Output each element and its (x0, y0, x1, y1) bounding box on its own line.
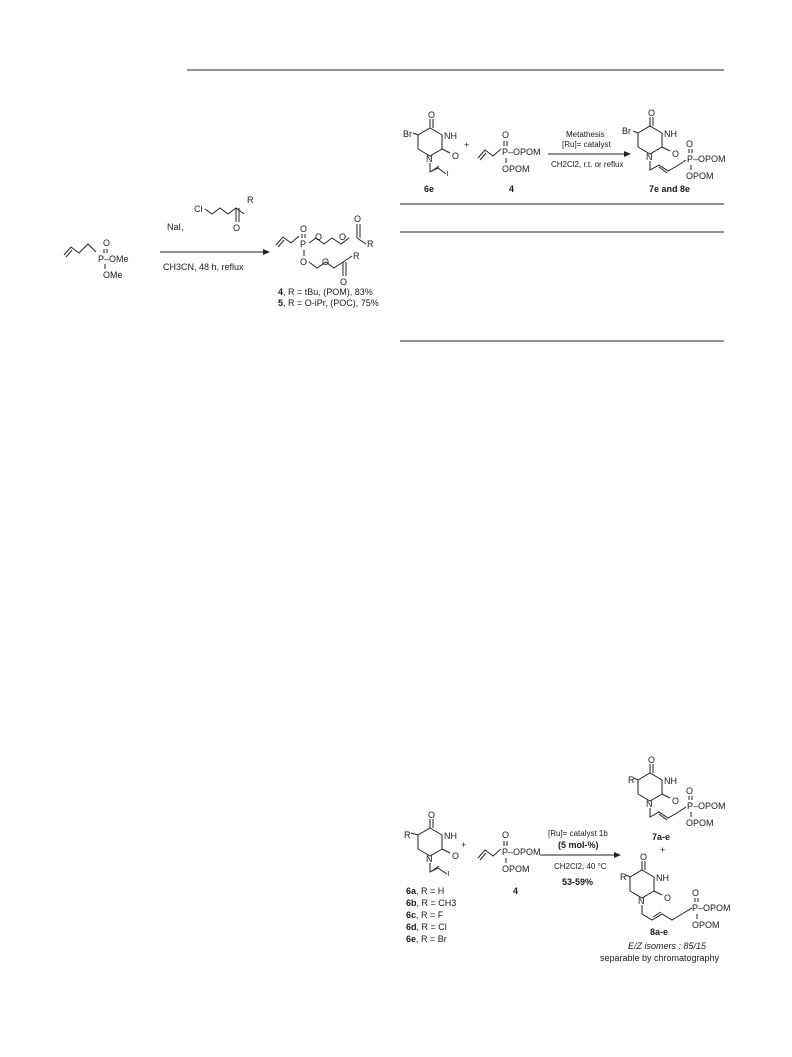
result-5-text: , R = O-iPr, (POC), 75% (283, 298, 379, 308)
sm-n-label: N (426, 154, 433, 164)
prod2-p-opom: P–OPOM (692, 903, 731, 913)
product-r1: R (367, 239, 374, 249)
scheme2-cond-1: [Ru]= catalyst 1b (548, 829, 608, 838)
sub-cmpd-2: 6c (406, 910, 417, 920)
table-arrowhead (624, 151, 631, 157)
reagent4-opom: OPOM (502, 164, 530, 174)
p8-o-p: O (692, 888, 700, 898)
p8-n: N (638, 896, 645, 906)
prod-8a-e-structure (620, 852, 731, 930)
sm2-n-label: N (426, 854, 433, 864)
p8-r: R (620, 872, 627, 882)
sm-wavy: ≀ (446, 169, 449, 178)
sm2-r-label: R (404, 830, 411, 840)
reagent4-p-opom: P–OPOM (502, 147, 541, 157)
scheme2-cond-4: 53-59% (562, 877, 594, 887)
sm2-nh-label: NH (444, 831, 457, 841)
scheme2-plus-2: + (660, 845, 666, 855)
reagent4-o: O (502, 130, 510, 140)
sub-text-1: , R = CH3 (416, 898, 457, 908)
sub-item-1 (406, 898, 456, 908)
product-o1: O (315, 232, 323, 242)
reagent-cl-label: Cl (194, 204, 203, 214)
p7-nh: NH (664, 776, 677, 786)
scheme2-note-2: separable by chromatography (600, 953, 720, 963)
product-o6: O (340, 277, 348, 287)
reagent-chloromethyl-ester (194, 195, 254, 233)
product-o-label: O (300, 224, 308, 234)
sub-text-0: , R = H (416, 886, 445, 896)
table-cond-2: [Ru]= catalyst (562, 140, 611, 149)
product-o5: O (322, 257, 330, 267)
p7-r: R (628, 775, 635, 785)
scheme2-reagent-4-label: 4 (513, 886, 519, 896)
prod-o-p: O (686, 139, 694, 149)
scheme2-note-1: E/Z isomers : 85/15 (628, 941, 707, 951)
reagent-o-label: O (233, 223, 241, 233)
result-4-text: , R = tBu, (POM), 83% (283, 287, 373, 297)
product-r2: R (353, 251, 360, 261)
sm2-wavy: ≀ (447, 869, 450, 878)
prod-nh: NH (664, 129, 677, 139)
sm-br-label: Br (403, 129, 412, 139)
prod-opom: OPOM (686, 171, 714, 181)
sub-cmpd-0: 6a (406, 886, 417, 896)
reagent-r-label: R (247, 195, 254, 205)
sm-6e-label: 6e (424, 184, 435, 194)
prod1-opom: OPOM (686, 818, 714, 828)
scheme2-arrowhead (614, 852, 621, 858)
p7-o-top: O (648, 755, 656, 765)
s2-reagent4-opom: OPOM (502, 864, 530, 874)
reactant-p-ome: P–OMe (98, 254, 129, 264)
s2-reagent4-o: O (502, 830, 510, 840)
sm-o-label: O (452, 151, 460, 161)
scheme2-reagent-4-structure (478, 830, 541, 874)
sm2-o-label: O (452, 851, 460, 861)
scheme-2 (404, 755, 731, 963)
sm-6e-structure (403, 110, 459, 178)
reagent-4-structure (478, 130, 541, 174)
sm2-o-top: O (428, 810, 436, 820)
prod-o: O (672, 149, 680, 159)
reactant-ome: OMe (103, 270, 123, 280)
result-4 (278, 287, 373, 297)
scheme-1 (64, 195, 379, 308)
product-p-label: P (300, 239, 307, 249)
p7-o: O (672, 796, 680, 806)
prod-n: N (646, 152, 653, 162)
product-o3: O (354, 214, 362, 224)
scheme2-cond-3: CH2Cl2, 40 °C (554, 862, 607, 871)
s2-reagent4-p-opom: P–OPOM (502, 847, 541, 857)
p8-o: O (664, 893, 672, 903)
reactant-o-label: O (103, 238, 111, 248)
reagent-nai: NaI, (167, 222, 184, 232)
product-o4: O (300, 257, 308, 267)
prod-7e-8e-structure (622, 108, 726, 181)
sub-text-4: , R = Br (416, 934, 447, 944)
table-scheme (400, 108, 726, 341)
prod-7e-8e-label: 7e and 8e (649, 184, 691, 194)
scheme1-arrowhead (263, 249, 270, 255)
sub-cmpd-3: 6d (406, 922, 417, 932)
product-bis-acyloxymethyl-phosphonate (276, 214, 374, 287)
sub-text-3: , R = Cl (416, 922, 447, 932)
scheme2-plus-1: + (461, 840, 467, 850)
substituent-list (406, 886, 456, 944)
sub-item-0 (406, 886, 444, 896)
table-plus: + (464, 140, 470, 150)
prod-7a-e-label: 7a-e (652, 832, 671, 842)
p8-nh: NH (656, 873, 669, 883)
sm-6a-e-structure (404, 810, 459, 878)
p8-o-top: O (640, 852, 648, 862)
sub-item-3 (406, 922, 447, 932)
p7-n: N (646, 799, 653, 809)
prod-7a-e-structure (628, 755, 726, 828)
sub-cmpd-1: 6b (406, 898, 417, 908)
prod-8a-e-label: 8a-e (650, 927, 669, 937)
prod-p-opom: P–OPOM (687, 154, 726, 164)
reagent-4-label: 4 (509, 184, 515, 194)
table-cond-1: Metathesis (566, 130, 605, 139)
reactant-allyl-dimethylphosphonate (64, 238, 129, 280)
result-5-cmpd: 5 (278, 298, 284, 308)
product-o2: O (339, 232, 347, 242)
prod-o-top: O (648, 108, 656, 118)
scheme1-conditions: CH3CN, 48 h, reflux (163, 262, 244, 272)
table-cond-3: CH2Cl2, r.t. or reflux (551, 160, 624, 169)
sub-cmpd-4: 6e (406, 934, 417, 944)
sub-item-4 (406, 934, 447, 944)
scheme2-cond-2: (5 mol-%) (558, 840, 599, 850)
prod2-opom: OPOM (692, 920, 720, 930)
prod-br: Br (622, 126, 631, 136)
prod1-p-opom: P–OPOM (687, 801, 726, 811)
result-5 (278, 298, 379, 308)
sub-text-2: , R = F (416, 910, 444, 920)
sm-nh-label: NH (444, 131, 457, 141)
sm-o-top: O (428, 110, 436, 120)
p7-o-p: O (686, 786, 694, 796)
sub-item-2 (406, 910, 444, 920)
result-4-cmpd: 4 (278, 287, 284, 297)
